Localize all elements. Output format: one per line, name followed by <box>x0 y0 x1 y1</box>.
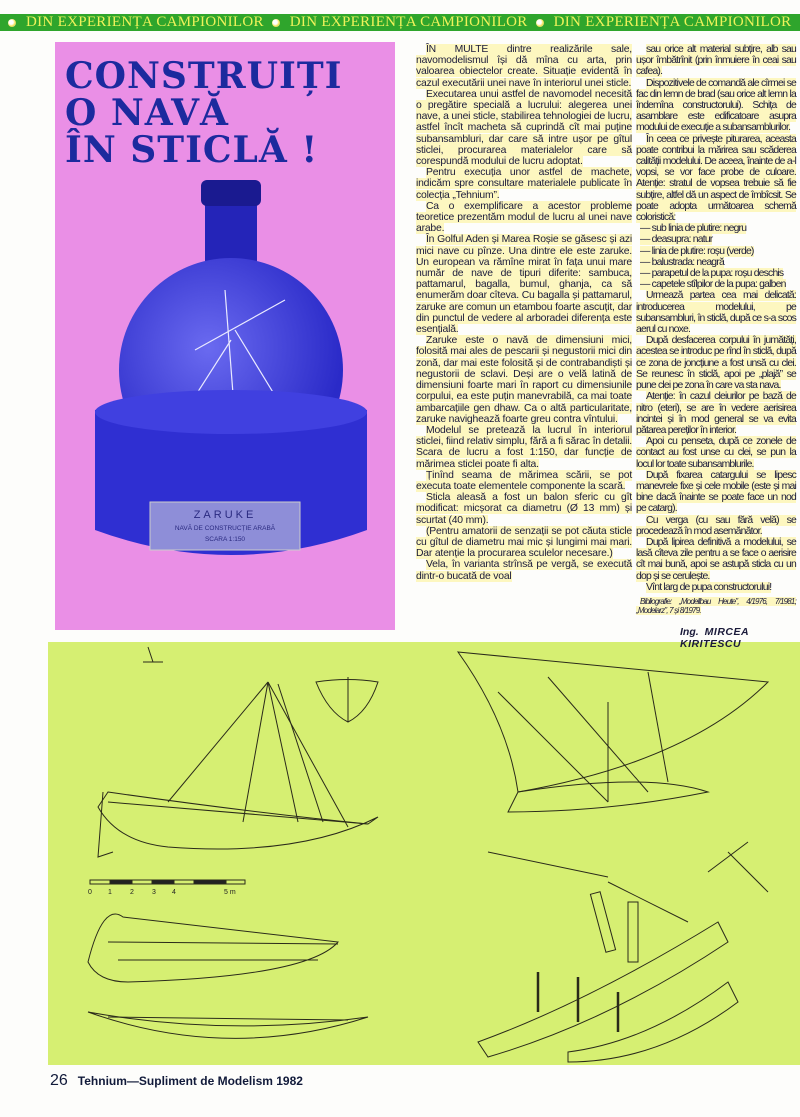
scale-tick-label: 3 <box>152 889 156 896</box>
paragraph-text: Zaruke este o navă de dimensiuni mici, folosită mai ales de pescarii și negustorii mici din zonă, dar mai este folosită și de contrabandiști și negustorii de sclavi. Deși are o velă latină de dimensiuni foarte mari în raport cu dimensiunile corpului, ea este puțin manevrabilă, ca mai toate ambarcațiile gen dhaw. Ca o altă particularitate, zaruke navighează foarte greu contra vîntului. <box>416 335 632 425</box>
paragraph <box>416 559 632 581</box>
paragraph <box>636 582 796 593</box>
band-segment <box>0 14 264 31</box>
paragraph <box>416 335 632 425</box>
paragraph-text: Vînt larg de pupa constructorului! <box>646 581 772 593</box>
paragraph-text: În Golful Aden și Marea Roșie se găsesc și azi mici nave cu pînze. Una dintre ele este zaruke. Un european va rămîne mirat în fața unui mare număr de nave de tipuri diferite: sambuca, pattamarul, bagalla, bumul, ghanja, ca să enumerăm doar cîteva. Cu bagalla și pattamarul, zaruke are comun un etambou foarte ascuțit, dar din punctul de vedere al arboradei diferența este esențială. <box>416 234 632 336</box>
article-column-1 <box>416 44 632 582</box>
paragraph-text: Pentru execuția unor astfel de machete, indicăm spre consultare materialele publicate în colecția „Tehnium”. <box>416 167 632 201</box>
paragraph <box>416 470 632 492</box>
deck-plan-drawing <box>88 914 368 1038</box>
paragraph-text: Cu verga (cu sau fără velă) se procedează în mod asemănător. <box>636 514 796 537</box>
band-segment <box>264 14 528 31</box>
paragraph-text: — deasupra: natur <box>640 234 713 246</box>
paragraph-text: — capetele stîlpilor de la pupa: galben <box>640 279 786 291</box>
bottle-cork <box>201 180 261 206</box>
bullet-icon <box>8 19 16 27</box>
ship-plans <box>48 642 800 1065</box>
paragraph-text: Apoi cu penseta, după ce zonele de contact au fost unse cu clei, se pun la locul lor toate subansamblurile. <box>636 436 796 470</box>
section-header-band <box>0 14 800 31</box>
paragraph-text: Bibliografie: „Modellbau Heute”, 4/1976, 7/1981; „Modelarz”, 7 și 8/1979. <box>636 596 796 615</box>
article-title <box>65 55 343 171</box>
paragraph-text: Vela, în varianta strînsă pe vergă, se execută dintr-o bucată de voal <box>416 559 632 582</box>
paragraph-text: — parapetul de la pupa: roșu deschis <box>640 268 784 280</box>
scale-bar <box>90 880 245 884</box>
plate-name: ZARUKE <box>193 509 257 521</box>
paragraph-text: Modelul se pretează la lucrul în interiorul sticlei, fiind relativ simplu, fără a fi sărac în detalii. Scara de lucru a fost 1:150, dar funcție de mărimea sticlei poate fi alta. <box>416 424 632 470</box>
page-number: 26 <box>50 1072 68 1089</box>
assembly-exploded-drawing <box>478 842 768 1062</box>
paragraph-text: Dispozitivele de comandă ale cîrmei se fac din lemn de brad (sau orice alt lemn la îndemîna constructorului). Schița de asamblare este edificatoare asupra modului de execuție a subansamblurilor. <box>636 77 796 134</box>
paragraph <box>636 134 796 224</box>
bullet-icon <box>272 19 280 27</box>
paragraph <box>416 201 632 235</box>
scale-tick-label: 1 <box>108 889 112 896</box>
scale-tick-label: 0 <box>88 889 92 896</box>
technical-drawings-panel <box>48 642 800 1065</box>
paragraph <box>636 391 796 436</box>
bullet-icon <box>536 19 544 27</box>
paragraph-text: În ceea ce privește piturarea, aceasta poate contribui la mărirea sau scăderea calității modelului. De aceea, înainte de a-l vopsi, se vor face probe de culoare. Atenție: stratul de vopsea trebuie să fie subțire, altfel dă un aspect de îmbîcsit. Se poate adopta următoarea schemă coloristică: <box>636 133 796 224</box>
paragraph <box>416 526 632 560</box>
plate-scale: SCARA 1:150 <box>204 536 246 543</box>
paragraph <box>636 234 796 245</box>
paragraph <box>636 537 796 582</box>
paragraph-text: Ținînd seama de mărimea scării, se pot executa toate elementele componente la scară. <box>416 469 632 492</box>
paragraph <box>416 425 632 470</box>
scale-tick-label: 5 m <box>224 889 236 896</box>
paragraph <box>636 246 796 257</box>
byline-prefix: Ing. <box>680 626 699 638</box>
band-label: DIN EXPERIENȚA CAMPIONILOR <box>26 14 264 30</box>
scale-tick-label: 2 <box>130 889 134 896</box>
article-column-2 <box>636 44 796 615</box>
paragraph <box>636 257 796 268</box>
paragraph <box>416 44 632 89</box>
band-label: DIN EXPERIENȚA CAMPIONILOR <box>289 14 528 30</box>
paragraph-text: — sub linia de plutire: negru <box>640 223 747 235</box>
paragraph-text: sau orice alt material subțire, alb sau ușor îmbătrînit (prin înmuiere în ceai sau cafea). <box>636 44 796 78</box>
author-byline <box>680 626 800 650</box>
paragraph-text: Urmează partea cea mai delicată: introducerea modelului, pe subansambluri, în sticlă, după ce s-a scos aerul cu noxe. <box>636 290 796 336</box>
paragraph <box>636 597 796 615</box>
side-elevation-drawing <box>98 682 378 857</box>
detail-drawing <box>143 647 163 662</box>
paragraph <box>416 89 632 167</box>
title-line: O NAVĂ <box>65 92 229 134</box>
ship-in-bottle-photo <box>55 180 395 630</box>
paragraph-text: După desfacerea corpului în jumătăți, acestea se introduc pe rînd în sticlă, după ce zona de joncțiune a fost unsă cu clei. Se reunesc în sticlă, apoi pe „plajă” se pune clei pe zona în care va sta nava. <box>636 335 796 392</box>
paragraph <box>416 167 632 201</box>
publication-name: Tehnium—Supliment de Modelism 1982 <box>77 1074 303 1088</box>
paragraph <box>636 436 796 470</box>
cross-section-drawing <box>316 677 378 722</box>
paragraph-text: (Pentru amatorii de senzații se pot căuta sticle cu gîtul de diametru mai mic și lungimi mai mari. Dar atenție la procurarea sculelor necesare.) <box>416 525 632 560</box>
paragraph <box>636 44 796 78</box>
stand-top <box>95 390 367 434</box>
paragraph <box>636 279 796 290</box>
paragraph <box>416 234 632 335</box>
paragraph-text: Atenție: în cazul cleiurilor pe bază de nitro (eteri), se are în vedere aerisirea incintei și în mod general se va evita pătarea pereților în interior. <box>636 391 796 436</box>
paragraph <box>636 335 796 391</box>
sail-perspective-drawing <box>458 652 768 812</box>
paragraph-text: Sticla aleasă a fost un balon sferic cu gît modificat: micșorat ca diametru (Ø 13 mm) și scurtat (40 mm). <box>416 492 632 526</box>
paragraph-text: — linia de plutire: roșu (verde) <box>640 245 754 257</box>
paragraph <box>636 470 796 515</box>
paragraph-text: După fixarea catargului se lipesc manevrele fixe și cele mobile (este și mai bine dacă înainte se poate face un nod pe catarg). <box>636 469 796 515</box>
paragraph <box>416 492 632 526</box>
page-footer <box>50 1072 303 1090</box>
paragraph-text: După lipirea definitivă a modelului, se lasă cîteva zile pentru a se face o aerisire cît mai bună, apoi se astupă sticla cu un dop și se cerulește. <box>636 536 796 582</box>
title-line: CONSTRUIȚI <box>65 55 343 97</box>
scale-tick-label: 4 <box>172 889 176 896</box>
paragraph <box>636 78 796 134</box>
paragraph <box>636 268 796 279</box>
band-segment <box>528 14 792 31</box>
paragraph <box>636 223 796 234</box>
paragraph-text: Executarea unui astfel de navomodel necesită o pregătire specială a lucrului: alegerea unei nave, a unei sticle, stabilirea tehnologiei de lucru, astfel încît macheta să cuprindă cît mai puține subansambluri, dar care să intre ușor pe gîtul sticlei, procurarea materialelor care să corespundă modului de lucru adoptat. <box>416 88 632 168</box>
paragraph-text: — balustrada: neagră <box>640 256 724 268</box>
author-name: MIRCEA KIRITESCU <box>680 626 749 650</box>
title-line: ÎN STICLĂ ! <box>65 129 319 171</box>
paragraph <box>636 290 796 335</box>
paragraph <box>636 515 796 537</box>
paragraph-text: Ca o exemplificare a acestor probleme teoretice prezentăm modul de lucru al unei nave arabe. <box>416 200 632 235</box>
band-label: DIN EXPERIENȚA CAMPIONILOR <box>553 14 792 30</box>
paragraph-text: ÎN MULTE dintre realizările sale, navomodelismul își dă mîna cu arta, prin valoarea obiectelor create. Situație evidentă în cazul executării unei nave în interiorul unei sticle. <box>416 44 632 89</box>
plate-subtitle: NAVĂ DE CONSTRUCȚIE ARABĂ <box>174 525 276 532</box>
